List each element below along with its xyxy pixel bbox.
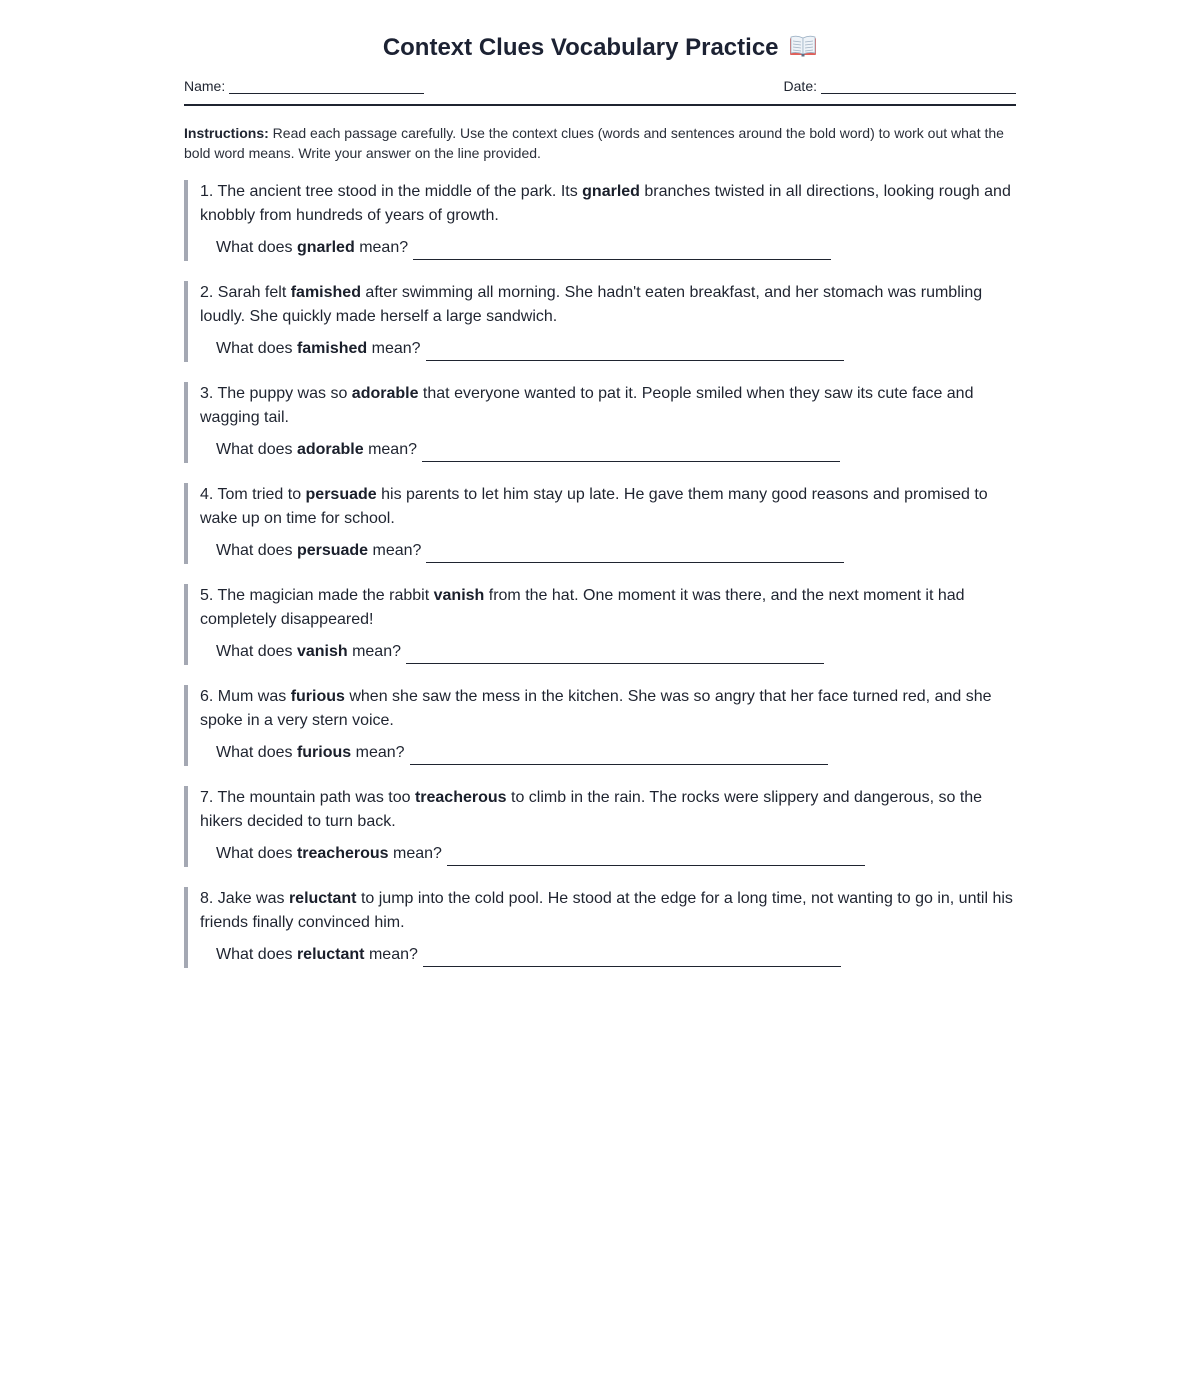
answer-line[interactable] [406,646,824,664]
prompt-text: What does [216,643,293,660]
worksheet-page [184,0,1016,968]
page-title-text: Context Clues Vocabulary Practice [382,34,779,61]
answer-line[interactable] [410,747,828,765]
prompt-text: What does [216,946,293,963]
passage-text: that everyone wanted to pat it. People smiled when they saw its cute face and wagging tail. [200,385,974,426]
prompt-text: What does [216,239,293,256]
question-item [184,180,1016,261]
passage-text: The magician made the rabbit [213,587,434,604]
vocab-word: furious [290,688,345,705]
question-passage [200,180,1016,228]
question-item [184,281,1016,362]
vocab-word: persuade [305,486,377,503]
passage-text: branches twisted in all directions, looking rough and knobbly from hundreds of years of growth. [200,183,1011,224]
question-prompt [200,236,1016,260]
passage-text: The mountain path was too [213,789,415,806]
question-number: 8. [200,890,214,907]
question-item [184,483,1016,564]
vocab-word: gnarled [582,183,640,200]
question-number: 4. [200,486,214,503]
question-prompt [200,539,1016,563]
passage-text: from the hat. One moment it was there, and the next moment it had completely disappeared! [200,587,965,628]
question-item [184,584,1016,665]
answer-line[interactable] [422,444,840,462]
prompt-vocab-word: reluctant [296,946,365,963]
question-prompt [200,438,1016,462]
passage-text: to climb in the rain. The rocks were slippery and dangerous, so the hikers decided to turn back. [200,789,983,830]
answer-line[interactable] [426,343,844,361]
vocab-word: famished [290,284,361,301]
vocab-word: treacherous [414,789,507,806]
passage-text: Sarah felt [213,284,291,301]
question-prompt [200,842,1016,866]
date-input-line[interactable] [821,78,1016,94]
prompt-vocab-word: vanish [296,643,348,660]
passage-text: Jake was [213,890,289,907]
prompt-text: mean? [368,946,418,963]
passage-text: his parents to let him stay up late. He gave them many good reasons and promised to wake up on time for school. [200,486,988,527]
question-number: 5. [200,587,214,604]
name-label: Name: [184,78,226,94]
passage-text: The ancient tree stood in the middle of the park. Its [213,183,583,200]
name-input-line[interactable] [229,78,424,94]
question-passage [200,887,1016,935]
passage-text: after swimming all morning. She hadn't eaten breakfast, and her stomach was rumbling loudly. She quickly made herself a large sandwich. [200,284,983,325]
prompt-text: What does [216,845,293,862]
passage-text: to jump into the cold pool. He stood at the edge for a long time, not wanting to go in, until his friends finally convinced him. [200,890,1013,931]
answer-line[interactable] [423,949,841,967]
prompt-vocab-word: persuade [296,542,369,559]
prompt-vocab-word: famished [296,340,368,357]
prompt-vocab-word: gnarled [296,239,355,256]
vocab-word: vanish [433,587,485,604]
question-number: 6. [200,688,214,705]
question-passage [200,584,1016,632]
prompt-vocab-word: treacherous [296,845,389,862]
prompt-vocab-word: adorable [296,441,364,458]
prompt-text: What does [216,542,293,559]
date-label: Date: [783,78,817,94]
question-passage [200,786,1016,834]
answer-line[interactable] [447,848,865,866]
question-number: 1. [200,183,214,200]
prompt-text: mean? [355,744,405,761]
instructions-label: Instructions: [184,125,269,141]
passage-text: when she saw the mess in the kitchen. She was so angry that her face turned red, and she spoke in a very stern voice. [200,688,992,729]
question-number: 3. [200,385,214,402]
question-number: 7. [200,789,214,806]
question-prompt [200,741,1016,765]
date-field [784,78,1016,94]
question-item [184,786,1016,867]
prompt-text: What does [216,744,293,761]
question-passage [200,382,1016,430]
student-info-row [184,78,1016,106]
name-field [184,78,424,94]
prompt-text: mean? [368,441,417,458]
prompt-text: mean? [371,340,421,357]
open-book-icon [789,35,817,57]
question-passage [200,483,1016,531]
question-item [184,887,1016,968]
question-passage [200,281,1016,329]
question-number: 2. [200,284,214,301]
instructions-text: Read each passage carefully. Use the context clues (words and sentences around the bold word) to work out what the bold word means. Write your answer on the line provided. [184,125,1004,161]
prompt-text: mean? [392,845,442,862]
question-item [184,685,1016,766]
vocab-word: adorable [351,385,419,402]
question-prompt [200,640,1016,664]
question-prompt [200,337,1016,361]
prompt-text: What does [216,340,293,357]
question-item [184,382,1016,463]
question-passage [200,685,1016,733]
answer-line[interactable] [426,545,844,563]
prompt-text: mean? [352,643,401,660]
passage-text: Tom tried to [213,486,306,503]
prompt-text: mean? [359,239,409,256]
prompt-text: mean? [372,542,422,559]
prompt-vocab-word: furious [296,744,352,761]
passage-text: The puppy was so [213,385,352,402]
vocab-word: reluctant [288,890,357,907]
instructions [184,123,1016,163]
passage-text: Mum was [213,688,291,705]
prompt-text: What does [216,441,293,458]
answer-line[interactable] [413,242,831,260]
question-list [184,180,1016,968]
question-prompt [200,943,1016,967]
page-title [184,32,1016,64]
